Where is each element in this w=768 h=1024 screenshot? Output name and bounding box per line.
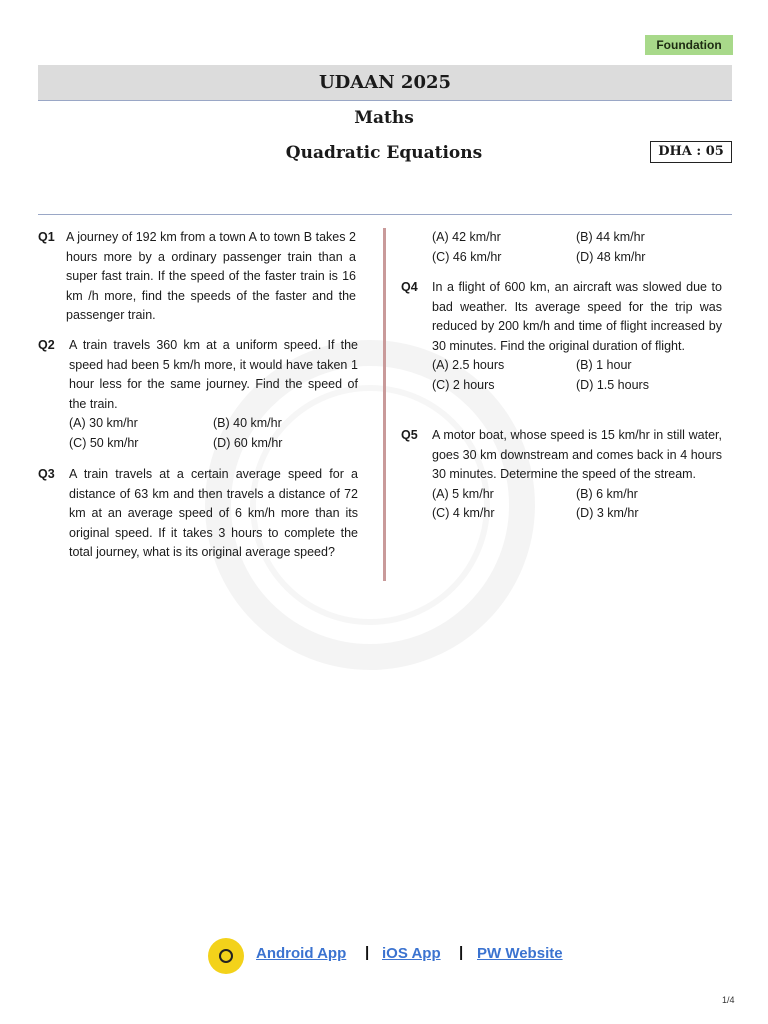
question-number: Q3 bbox=[38, 467, 55, 481]
question-text: A journey of 192 km from a town A to town B takes 2 hours more by a ordinary passenger train than a super fast train. If the speed of the faster train is 16 km /h more, find the speeds of the faster and the passenger train. bbox=[66, 230, 356, 322]
option-a: (A) 5 km/hr bbox=[432, 486, 494, 501]
title-band bbox=[38, 65, 732, 101]
options-grid bbox=[432, 356, 722, 395]
question-text: A train travels 360 km at a uniform speed. If the speed had been 5 km/h more, it would have taken 1 hour less for the same journey. Find the speed of the train. bbox=[69, 338, 358, 411]
subject-title: Maths bbox=[354, 108, 414, 128]
column-divider bbox=[383, 228, 386, 581]
option-c: (C) 46 km/hr bbox=[432, 249, 502, 264]
option-b: (B) 44 km/hr bbox=[576, 230, 645, 244]
option-c: (C) 50 km/hr bbox=[69, 435, 139, 450]
option-b: (B) 1 hour bbox=[576, 358, 632, 372]
question-number: Q5 bbox=[401, 428, 418, 442]
question-text: A train travels at a certain average speed for a distance of 63 km and then travels a distance of 72 km at an average speed of 6 km/h more than its original speed. If it takes 3 hours to complete the total journey, what is its original average speed? bbox=[69, 467, 358, 559]
option-c: (C) 2 hours bbox=[432, 377, 495, 392]
topic-title: Quadratic Equations bbox=[285, 143, 483, 163]
headset-icon bbox=[219, 949, 233, 963]
option-d: (D) 3 km/hr bbox=[576, 506, 639, 520]
question-text: In a flight of 600 km, an aircraft was slowed due to bad weather. Its average speed for the trip was reduced by 200 km/h and time of flight increased by 30 minutes. Find the original duration of flight. bbox=[432, 280, 722, 353]
dha-box: DHA : 05 bbox=[650, 141, 732, 163]
option-b: (B) 40 km/hr bbox=[213, 416, 282, 430]
question-number: Q4 bbox=[401, 280, 418, 294]
question-number: Q2 bbox=[38, 338, 55, 352]
question-3 bbox=[38, 465, 358, 563]
question-1 bbox=[38, 228, 356, 326]
page-number: 1/4 bbox=[722, 995, 735, 1005]
ios-app-link[interactable]: iOS App bbox=[382, 945, 441, 962]
option-d: (D) 48 km/hr bbox=[576, 249, 646, 264]
footer-separator: | bbox=[459, 944, 464, 961]
question-4 bbox=[401, 278, 722, 395]
foundation-badge: Foundation bbox=[645, 35, 733, 55]
question-5 bbox=[401, 426, 722, 524]
option-d: (D) 60 km/hr bbox=[213, 435, 283, 450]
question-2 bbox=[38, 336, 358, 453]
option-a: (A) 2.5 hours bbox=[432, 358, 505, 372]
option-a: (A) 42 km/hr bbox=[432, 230, 501, 244]
customer-care-icon[interactable] bbox=[208, 938, 244, 974]
android-app-link[interactable]: Android App bbox=[256, 945, 347, 962]
option-c: (C) 4 km/hr bbox=[432, 506, 495, 520]
option-a: (A) 30 km/hr bbox=[69, 416, 138, 430]
options-grid bbox=[432, 228, 722, 267]
question-text: A motor boat, whose speed is 15 km/hr in still water, goes 30 km downstream and comes back in 4 hours 30 minutes. Determine the speed of the stream. bbox=[432, 428, 722, 481]
options-grid bbox=[432, 485, 722, 524]
options-grid bbox=[69, 414, 358, 453]
question-number: Q1 bbox=[38, 230, 55, 244]
question-3-options bbox=[432, 228, 722, 267]
footer-separator: | bbox=[365, 944, 370, 961]
course-title: UDAAN 2025 bbox=[318, 72, 452, 93]
option-d: (D) 1.5 hours bbox=[576, 377, 649, 392]
header-rule bbox=[38, 214, 732, 215]
option-b: (B) 6 km/hr bbox=[576, 486, 638, 501]
pw-website-link[interactable]: PW Website bbox=[477, 945, 563, 962]
